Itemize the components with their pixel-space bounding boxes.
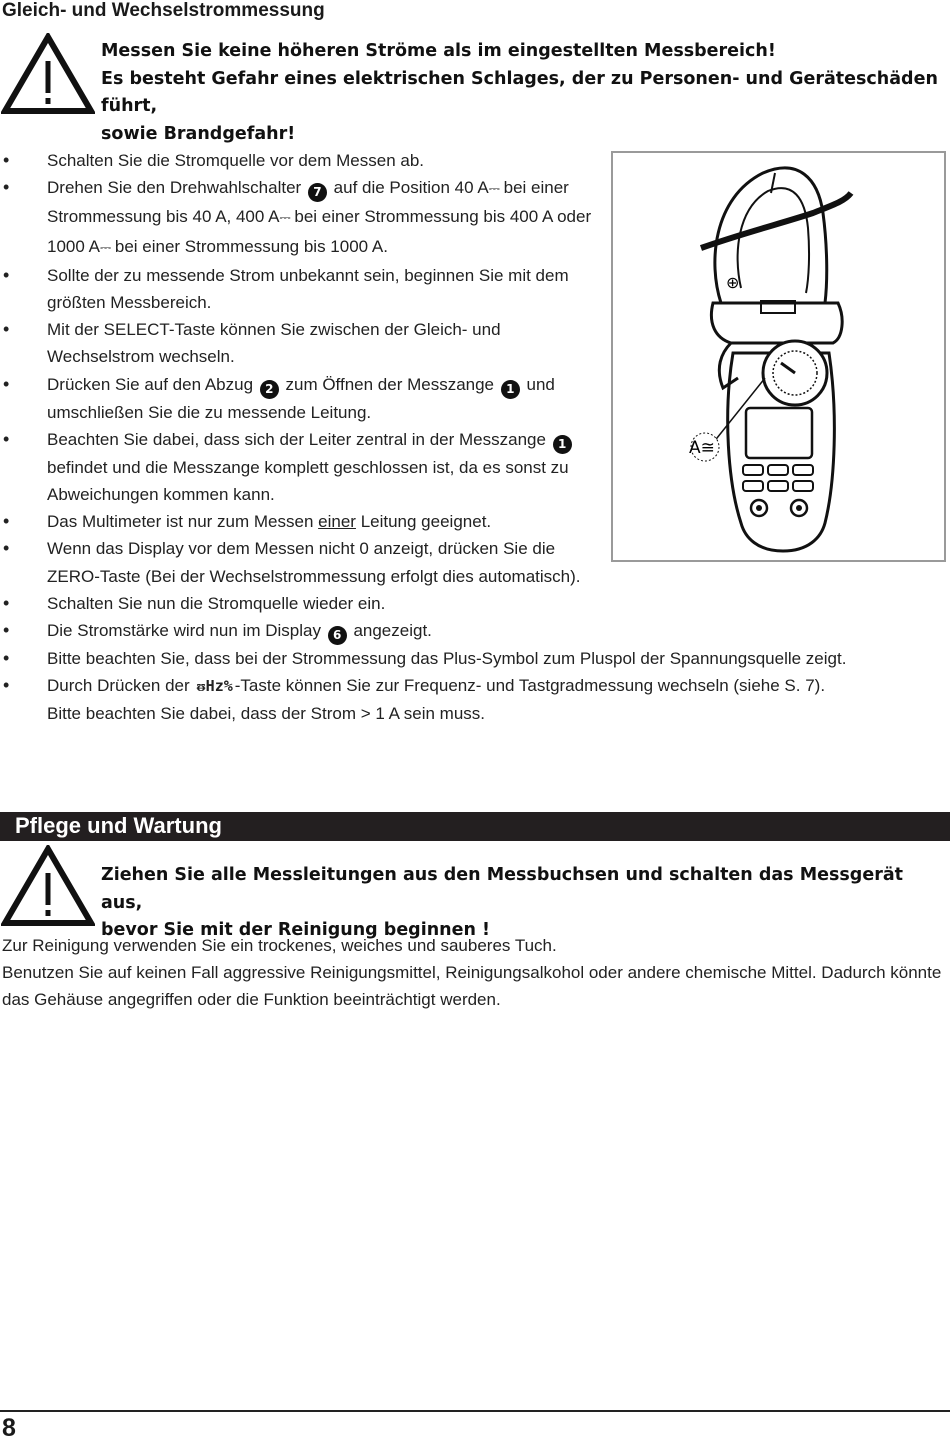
care-paragraphs	[2, 932, 947, 1014]
list-item	[0, 174, 607, 262]
warning-line: sowie Brandgefahr!	[101, 123, 296, 144]
hz-key-icon: ᵿHz%	[196, 677, 233, 696]
item-text: -Taste können Sie zur Frequenz- und Tastgradmessung wechseln (siehe S. 7).	[234, 676, 826, 696]
warning-line: Es besteht Gefahr eines elektrischen Schlages, der zu Personen- und Geräteschäden führt,	[101, 68, 938, 116]
list-item	[0, 508, 607, 535]
item-text: bei einer Strommessung bis 400 A oder 1000 A	[47, 207, 592, 256]
callout-number: 1	[553, 435, 572, 454]
footer-rule	[0, 1410, 950, 1412]
item-text: Drücken Sie auf den Abzug	[47, 374, 254, 394]
item-text: Die Stromstärke wird nun im Display	[47, 621, 321, 641]
item-text: Drehen Sie den Drehwahlschalter	[47, 178, 302, 198]
list-item	[0, 672, 880, 727]
warning-triangle-icon	[1, 33, 95, 115]
item-text: auf die Position 40 A	[333, 178, 489, 198]
item-text: Bitte beachten Sie dabei, dass der Strom > 1 A sein muss.	[47, 704, 485, 724]
section-title: Gleich- und Wechselstrommessung	[2, 0, 325, 21]
item-text: Beachten Sie dabei, dass sich der Leiter zentral in der Messzange	[47, 429, 546, 449]
item-text: zum Öffnen der Messzange	[285, 374, 495, 394]
list-item	[0, 147, 607, 174]
figure-box	[611, 151, 946, 562]
figure-label: A≅	[689, 438, 715, 458]
item-text: Schalten Sie nun die Stromquelle wieder ein.	[47, 593, 386, 613]
acdc-symbol-icon: ⎓	[99, 239, 111, 256]
callout-number: 6	[328, 626, 347, 645]
list-item	[0, 262, 607, 316]
item-text: bei einer Strommessung bis 1000 A.	[114, 236, 388, 256]
warning-text-1	[101, 38, 946, 148]
warning-line: Messen Sie keine höheren Ströme als im eingestellten Messbereich!	[101, 41, 776, 61]
list-item	[0, 590, 880, 617]
item-text: Wenn das Display vor dem Messen nicht 0 anzeigt, drücken Sie die ZERO-Taste (Bei der Wechselstrommessung erfolgt dies automatisch).	[47, 539, 581, 586]
acdc-symbol-icon: ⎓	[488, 181, 499, 198]
item-text: Leitung geeignet.	[360, 512, 492, 532]
plus-symbol-icon: ⊕	[726, 273, 740, 292]
item-text: Durch Drücken der	[47, 676, 190, 696]
list-item	[0, 645, 880, 672]
list-item	[0, 535, 607, 589]
list-item	[0, 371, 607, 426]
acdc-symbol-icon: ⎓	[279, 210, 290, 227]
callout-number: 2	[260, 380, 279, 399]
list-item	[0, 426, 607, 508]
item-text: befindet und die Messzange komplett geschlossen ist, da es sonst zu Abweichungen kommen kann.	[47, 457, 569, 505]
list-item	[0, 316, 607, 370]
item-text: angezeigt.	[353, 621, 432, 641]
item-text: und umschließen Sie die zu messende Leitung.	[47, 374, 555, 422]
callout-number: 7	[308, 183, 327, 202]
item-text: Das Multimeter ist nur zum Messen	[47, 512, 314, 532]
paragraph: Zur Reinigung verwenden Sie ein trockenes, weiches und sauberes Tuch.	[2, 936, 557, 955]
item-text: Mit der SELECT-Taste können Sie zwischen der Gleich- und Wechselstrom wechseln.	[47, 320, 501, 367]
warning-line: bevor Sie mit der Reinigung beginnen !	[101, 920, 491, 940]
page-number: 8	[2, 1414, 16, 1442]
item-text: Sollte der zu messende Strom unbekannt sein, beginnen Sie mit dem größten Messbereich.	[47, 265, 569, 313]
section-title: Pflege und Wartung	[15, 813, 222, 838]
paragraph: Benutzen Sie auf keinen Fall aggressive Reinigungsmittel, Reinigungsalkohol oder andere chemische Mittel. Dadurch könnte das Gehäuse angegriffen oder die Funktion beeinträchtigt werden.	[2, 963, 942, 1010]
clamp-meter-illustration	[613, 153, 944, 560]
warning-line: Ziehen Sie alle Messleitungen aus den Messbuchsen und schalten das Messgerät aus,	[101, 865, 904, 913]
item-text: bei einer Strommessung bis 40 A, 400 A	[47, 178, 569, 227]
underlined-word: einer	[318, 512, 356, 532]
item-text: Bitte beachten Sie, dass bei der Strommessung das Plus-Symbol zum Pluspol der Spannungsquelle zeigt.	[47, 649, 847, 669]
callout-number: 1	[501, 380, 520, 399]
warning-triangle-icon	[1, 845, 95, 927]
list-item	[0, 617, 880, 645]
item-text: Schalten Sie die Stromquelle vor dem Messen ab.	[47, 151, 425, 170]
